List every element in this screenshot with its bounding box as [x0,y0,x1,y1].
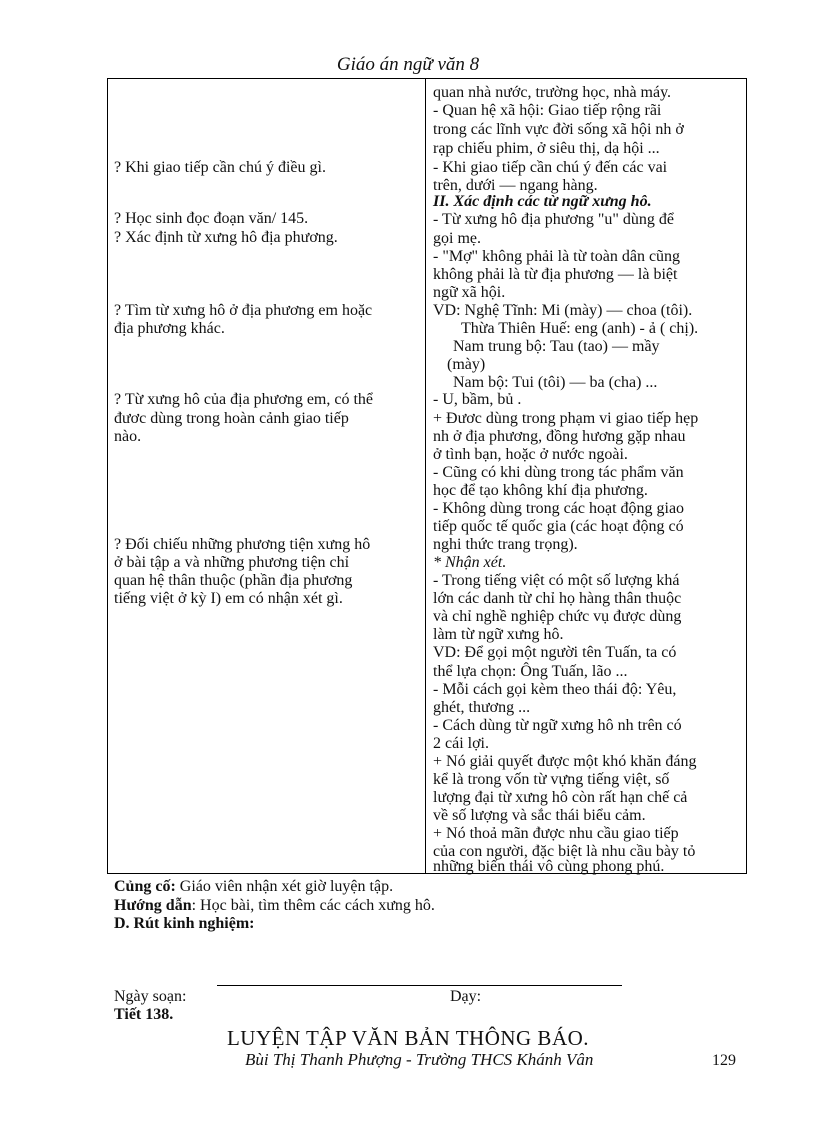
answer-line: - Cách dùng từ ngữ xưng hô nh trên có [433,717,682,734]
answer-line: - Không dùng trong các hoạt động giao [433,500,685,517]
question-line: ? Học sinh đọc đoạn văn/ 145. [114,210,309,227]
section-d-heading: D. Rút kinh nghiệm: [114,915,255,932]
question-line: ? Đối chiếu những phương tiện xưng hô [114,536,371,553]
footer-author: Bùi Thị Thanh Phượng - Trường THCS Khánh Vân [245,1050,594,1069]
answer-line: ở tình bạn, hoặc ở nước ngoài. [433,446,628,463]
answer-line: trên, dưới — ngang hàng. [433,177,598,194]
lesson-table [107,78,747,874]
huongdan-text: : Học bài, tìm thêm các cách xưng hô. [191,897,435,914]
answer-line: + Nó thoả mãn được nhu cầu giao tiếp [433,825,679,842]
answer-line: + Đươc dùng trong phạm vi giao tiếp hẹp [433,410,699,427]
answer-line: và chỉ nghề nghiệp chức vụ được dùng [433,608,682,625]
tiet-label: Tiết 138. [114,1006,174,1023]
answer-line: VD: Để gọi một người tên Tuấn, ta có [433,644,677,661]
answer-line: ngữ xã hội. [433,284,506,301]
question-line: quan hệ thân thuộc (phần địa phương [114,572,353,589]
answer-line: rạp chiếu phim, ở siêu thị, dạ hội ... [433,140,660,157]
answer-line: (mày) [447,356,486,373]
answer-line: lượng đại từ xưng hô còn rất hạn chế cả [433,789,688,806]
answer-line: trong các lĩnh vực đời sống xã hội nh ở [433,121,684,138]
answer-line: - U, bầm, bủ . [433,391,522,408]
page-header: Giáo án ngữ văn 8 [336,54,480,75]
section-heading: II. Xác định các từ ngữ xưng hô. [433,193,652,210]
cungco-label: Củng cố: [114,878,176,895]
subheading: * Nhận xét. [433,554,507,571]
answer-line: kể là trong vốn từ vựng tiếng việt, số [433,771,670,788]
answer-line: VD: Nghệ Tĩnh: Mi (mày) — choa (tôi). [433,302,693,319]
answer-line: nghi thức trang trọng). [433,536,578,553]
lesson-title: LUYỆN TẬP VĂN BẢN THÔNG BÁO. [226,1026,590,1050]
cungco-text: Giáo viên nhận xét giờ luyện tập. [175,878,394,895]
answer-line: ghét, thương ... [433,699,531,716]
question-line: tiếng việt ở kỳ I) em có nhận xét gì. [114,590,343,607]
answer-line: Thừa Thiên Huế: eng (anh) - ả ( chị). [461,320,699,337]
answer-line: lớn các danh từ chỉ họ hàng thân thuộc [433,590,682,607]
question-line: ? Tìm từ xưng hô ở địa phương em hoặc [114,302,373,319]
question-line: nào. [114,428,142,445]
answer-line: + Nó giải quyết được một khó khăn đáng [433,753,697,770]
answer-line: - Mỗi cách gọi kèm theo thái độ: Yêu, [433,681,677,698]
answer-line: - "Mợ" không phải là từ toàn dân cũng [433,248,681,265]
answer-line: những biến thái vô cùng phong phú. [433,858,665,875]
question-line: ở bài tập a và những phương tiện chỉ [114,554,350,571]
question-line: địa phương khác. [114,320,225,337]
ngay-soan-label: Ngày soạn: [114,988,187,1005]
column-divider [425,79,426,873]
answer-line: quan nhà nước, trường học, nhà máy. [433,84,672,101]
answer-line: - Quan hệ xã hội: Giao tiếp rộng rãi [433,102,662,119]
cungco-line [114,878,393,896]
answer-line: 2 cái lợi. [433,735,489,752]
answer-line: làm từ ngữ xưng hô. [433,626,564,643]
huongdan-label: Hướng dẫn [114,897,192,914]
answer-line: nh ở địa phương, đồng hương gặp nhau [433,428,686,445]
question-line: ? Xác định từ xưng hô địa phương. [114,229,338,246]
answer-line: - Khi giao tiếp cần chú ý đến các vai [433,159,668,176]
answer-line: Nam trung bộ: Tau (tao) — mầy [453,338,660,355]
answer-line: học để tạo không khí địa phương. [433,482,648,499]
answer-line: về số lượng và sắc thái biểu cảm. [433,807,646,824]
huongdan-line [114,897,435,915]
question-line: ? Từ xưng hô của địa phương em, có thể [114,391,374,408]
question-line: đươc dùng trong hoàn cảnh giao tiếp [114,410,349,427]
answer-line: Nam bộ: Tui (tôi) — ba (cha) ... [453,374,658,391]
day-label: Dạy: [450,988,482,1005]
answer-line: - Trong tiếng việt có một số lượng khá [433,572,680,589]
answer-line: thể lựa chọn: Ông Tuấn, lão ... [433,663,628,680]
answer-line: gọi mẹ. [433,230,481,247]
answer-line: của con người, đặc biệt là nhu cầu bày tỏ [433,843,696,860]
answer-line: - Từ xưng hô địa phương "u" dùng để [433,211,674,228]
divider-line [217,985,622,986]
answer-line: không phải là từ địa phương — là biệt [433,266,678,283]
page-number: 129 [712,1052,736,1069]
answer-line: tiếp quốc tế quốc gia (các hoạt động có [433,518,684,535]
answer-line: - Cũng có khi dùng trong tác phẩm văn [433,464,684,481]
question-line: ? Khi giao tiếp cần chú ý điều gì. [114,159,326,176]
